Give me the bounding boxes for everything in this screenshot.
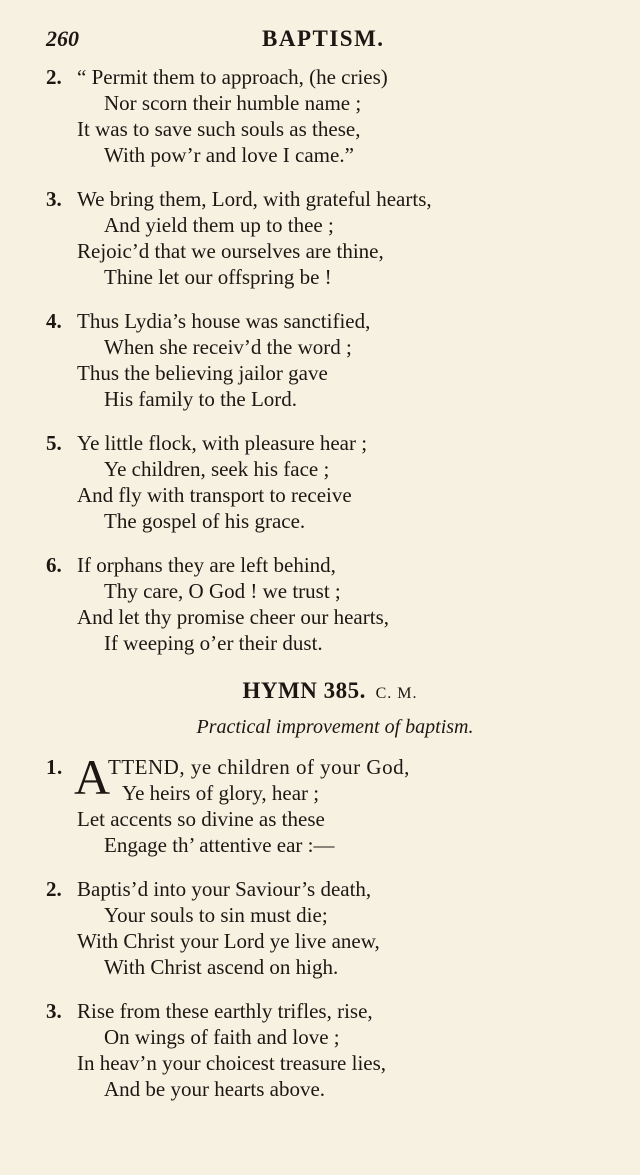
verse-6 <box>0 552 640 656</box>
verse-2 <box>0 64 640 168</box>
verse-5 <box>0 430 640 534</box>
verse-line: With Christ your Lord ye live anew, <box>77 929 380 953</box>
verse-line: With Christ ascend on high. <box>104 955 339 979</box>
verse-line: And yield them up to thee ; <box>104 213 334 237</box>
verse-line: “ Permit them to approach, (he cries) <box>77 65 388 89</box>
verse-line: If orphans they are left behind, <box>77 553 336 577</box>
verse-line: The gospel of his grace. <box>104 509 306 533</box>
hymn-verse-1 <box>0 749 640 858</box>
verse-line: In heav’n your choicest treasure lies, <box>77 1051 387 1075</box>
verse-line: Engage th’ attentive ear :— <box>104 833 335 857</box>
hymn-meter: C. M. <box>375 685 418 702</box>
hymn-verse-2 <box>0 876 640 980</box>
verse-line: Thy care, O God ! we trust ; <box>104 579 341 603</box>
hymn-subtitle: Practical improvement of baptism. <box>196 716 474 738</box>
verse-line: And let thy promise cheer our hearts, <box>77 605 389 629</box>
verse-number: 1. <box>46 755 63 779</box>
running-title: BAPTISM. <box>262 26 385 51</box>
hymn-verse-3 <box>0 998 640 1102</box>
verse-line: TTEND, ye children of your God, <box>108 755 410 779</box>
verse-line: On wings of faith and love ; <box>104 1025 340 1049</box>
verse-line: Your souls to sin must die; <box>104 903 328 927</box>
page-number: 260 <box>46 26 79 51</box>
drop-cap: A <box>74 749 111 805</box>
verse-line: Ye heirs of glory, hear ; <box>122 781 320 805</box>
verse-line: Baptis’d into your Saviour’s death, <box>77 877 372 901</box>
verse-3 <box>0 186 640 290</box>
verse-line: It was to save such souls as these, <box>77 117 361 141</box>
hymn-title <box>0 674 640 708</box>
verse-number: 2. <box>46 877 62 901</box>
verse-number: 2. <box>46 65 62 89</box>
verse-number: 5. <box>46 431 62 455</box>
verse-line: We bring them, Lord, with grateful hearts, <box>77 187 432 211</box>
verse-line: Thus the believing jailor gave <box>77 361 328 385</box>
verse-line: And fly with transport to receive <box>77 483 352 507</box>
verse-4 <box>0 308 640 412</box>
verse-line: His family to the Lord. <box>104 387 298 411</box>
verse-line: Nor scorn their humble name ; <box>104 91 362 115</box>
verse-line: Rejoic’d that we ourselves are thine, <box>77 239 384 263</box>
verse-line: Rise from these earthly trifles, rise, <box>77 999 373 1023</box>
verse-line: Thine let our offspring be ! <box>104 265 332 289</box>
verse-line: And be your hearts above. <box>104 1077 326 1101</box>
verse-line: Let accents so divine as these <box>77 807 325 831</box>
verse-line: With pow’r and love I came.” <box>104 143 354 167</box>
verse-line: Thus Lydia’s house was sanctified, <box>77 309 371 333</box>
verse-line: When she receiv’d the word ; <box>104 335 352 359</box>
page-body <box>0 64 640 1120</box>
verse-number: 4. <box>46 309 62 333</box>
hymn-number: HYMN 385. <box>242 678 366 703</box>
verse-number: 3. <box>46 999 62 1023</box>
verse-line: If weeping o’er their dust. <box>104 631 323 655</box>
verse-number: 3. <box>46 187 62 211</box>
page-header <box>0 26 640 56</box>
verse-number: 6. <box>46 553 62 577</box>
verse-line: Ye little flock, with pleasure hear ; <box>77 431 368 455</box>
verse-line: Ye children, seek his face ; <box>104 457 330 481</box>
